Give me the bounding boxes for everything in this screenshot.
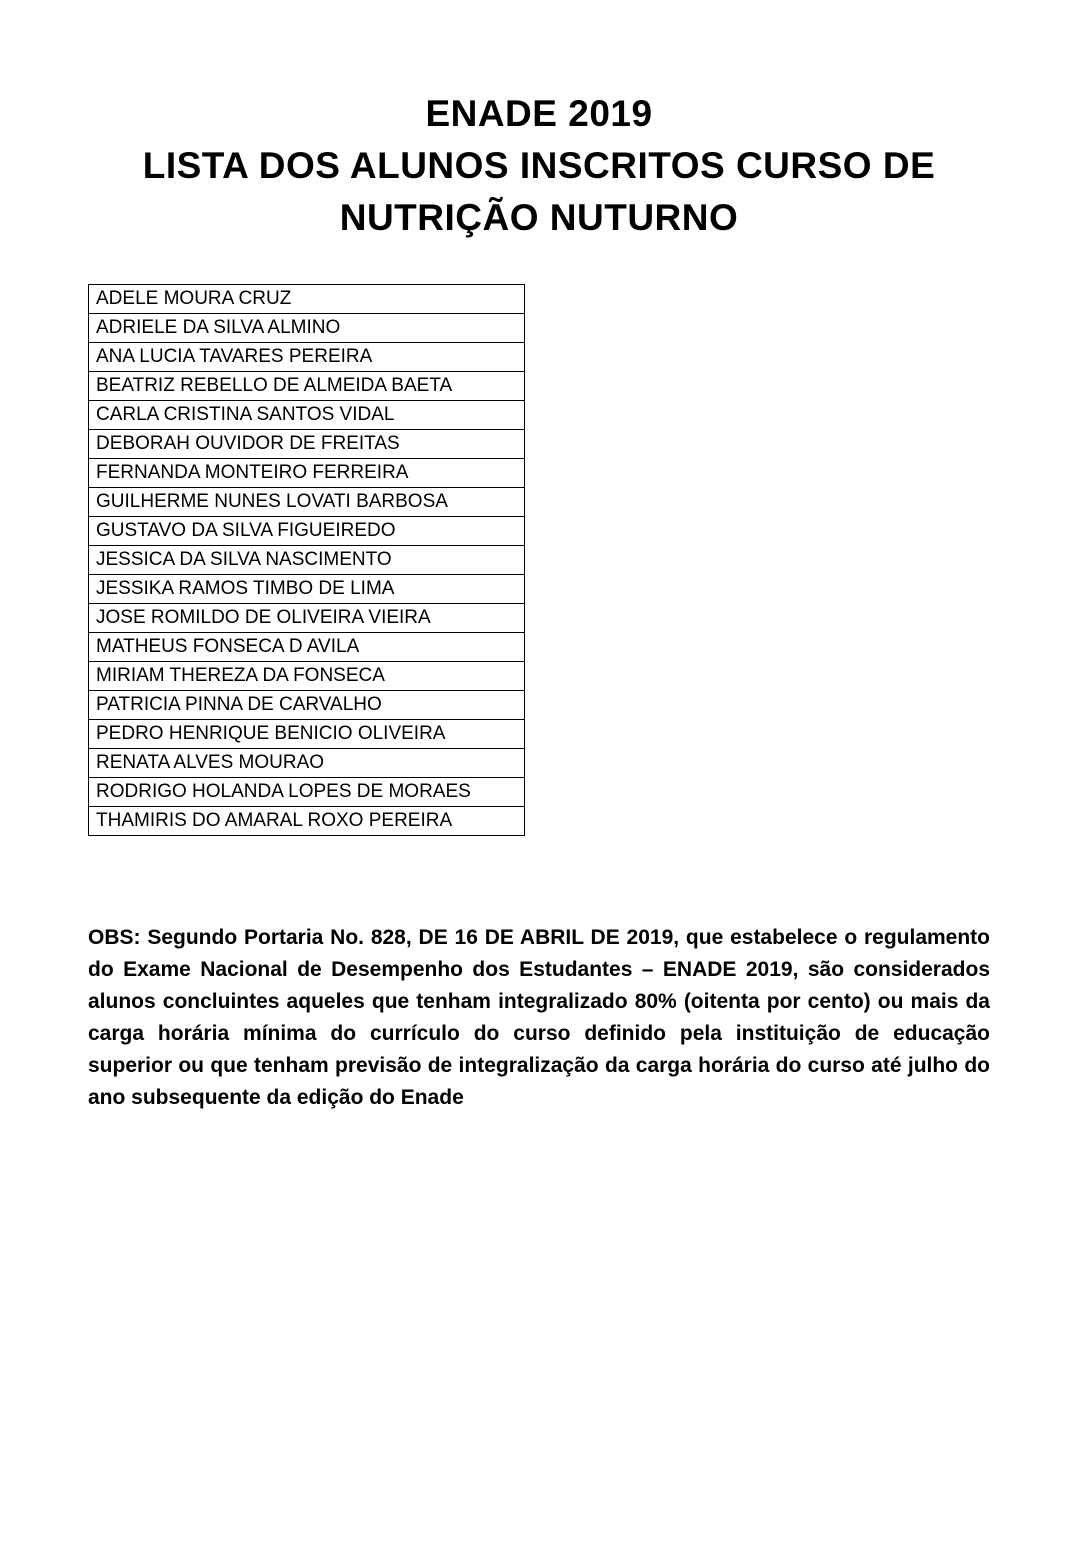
student-name: FERNANDA MONTEIRO FERREIRA bbox=[89, 459, 525, 488]
student-name: GUILHERME NUNES LOVATI BARBOSA bbox=[89, 488, 525, 517]
student-name: RODRIGO HOLANDA LOPES DE MORAES bbox=[89, 778, 525, 807]
student-name: JESSICA DA SILVA NASCIMENTO bbox=[89, 546, 525, 575]
student-row bbox=[89, 691, 525, 720]
student-name: GUSTAVO DA SILVA FIGUEIREDO bbox=[89, 517, 525, 546]
student-name: PEDRO HENRIQUE BENICIO OLIVEIRA bbox=[89, 720, 525, 749]
student-name: ANA LUCIA TAVARES PEREIRA bbox=[89, 343, 525, 372]
student-name: CARLA CRISTINA SANTOS VIDAL bbox=[89, 401, 525, 430]
student-row bbox=[89, 401, 525, 430]
title-line-3: NUTRIÇÃO NUTURNO bbox=[339, 197, 739, 238]
student-row bbox=[89, 343, 525, 372]
student-row bbox=[89, 633, 525, 662]
students-table bbox=[88, 284, 525, 836]
document-title bbox=[88, 88, 990, 244]
student-name: MIRIAM THEREZA DA FONSECA bbox=[89, 662, 525, 691]
student-row bbox=[89, 807, 525, 836]
student-name: THAMIRIS DO AMARAL ROXO PEREIRA bbox=[89, 807, 525, 836]
student-name: ADRIELE DA SILVA ALMINO bbox=[89, 314, 525, 343]
title-line-1: ENADE 2019 bbox=[425, 93, 653, 134]
note-paragraph: OBS: Segundo Portaria No. 828, DE 16 DE ABRIL DE 2019, que estabelece o regulamento do Exame Nacional de Desempenho dos Estudantes – ENADE 2019, são considerados alunos concluintes aqueles que tenham integralizado 80% (oitenta por cento) ou mais da carga horária mínima do currículo do curso definido pela instituição de educação superior ou que tenham previsão de integralização da carga horária do curso até julho do ano subsequente da edição do Enade bbox=[88, 926, 990, 1109]
student-row bbox=[89, 372, 525, 401]
student-row bbox=[89, 517, 525, 546]
student-name: JESSIKA RAMOS TIMBO DE LIMA bbox=[89, 575, 525, 604]
student-row bbox=[89, 575, 525, 604]
student-row bbox=[89, 749, 525, 778]
student-name: RENATA ALVES MOURAO bbox=[89, 749, 525, 778]
student-row bbox=[89, 430, 525, 459]
student-name: JOSE ROMILDO DE OLIVEIRA VIEIRA bbox=[89, 604, 525, 633]
student-row bbox=[89, 720, 525, 749]
student-row bbox=[89, 459, 525, 488]
student-name: ADELE MOURA CRUZ bbox=[89, 285, 525, 314]
student-row bbox=[89, 285, 525, 314]
student-name: PATRICIA PINNA DE CARVALHO bbox=[89, 691, 525, 720]
student-name: MATHEUS FONSECA D AVILA bbox=[89, 633, 525, 662]
student-row bbox=[89, 488, 525, 517]
title-line-2: LISTA DOS ALUNOS INSCRITOS CURSO DE bbox=[142, 145, 936, 186]
student-row bbox=[89, 546, 525, 575]
student-name: BEATRIZ REBELLO DE ALMEIDA BAETA bbox=[89, 372, 525, 401]
student-row bbox=[89, 778, 525, 807]
student-name: DEBORAH OUVIDOR DE FREITAS bbox=[89, 430, 525, 459]
student-row bbox=[89, 662, 525, 691]
student-row bbox=[89, 604, 525, 633]
students-table-body bbox=[89, 285, 525, 836]
student-row bbox=[89, 314, 525, 343]
